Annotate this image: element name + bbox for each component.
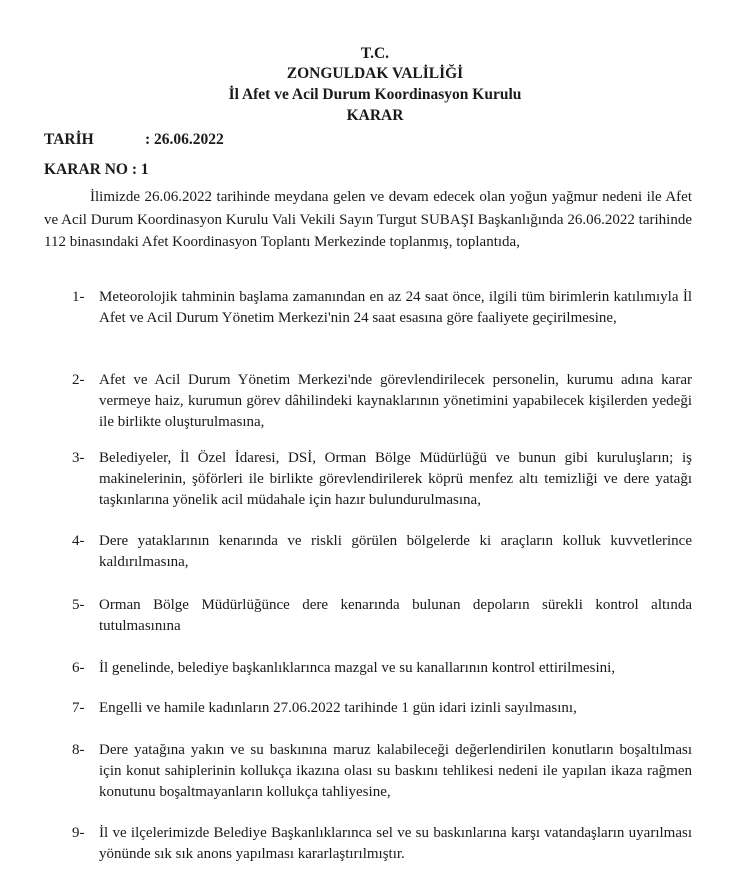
decision-item [72,698,692,719]
item-number: 5- [72,597,85,613]
decision-item [72,531,692,573]
decision-item [72,658,692,679]
item-text: İl genelinde, belediye başkanlıklarınca mazgal ve su kanallarının kontrol ettirilmesini, [99,660,616,676]
item-text: Orman Bölge Müdürlüğünce dere kenarında bulunan depoların sürekli kontrol altında tutulmasınına [99,597,692,634]
decision-item [72,370,692,433]
item-text: Meteorolojik tahminin başlama zamanından en az 24 saat önce, ilgili tüm birimlerin katılımıyla İl Afet ve Acil Durum Yönetim Merkezi'nin 24 saat esasına göre faaliyete geçirilmesine, [99,289,692,326]
item-number: 7- [72,700,85,716]
item-number: 3- [72,450,85,466]
header-country: T.C. [360,45,390,62]
item-number: 4- [72,533,85,549]
intro-text: İlimizde 26.06.2022 tarihinde meydana gelen ve devam edecek olan yoğun yağmur nedeni ile Afet ve Acil Durum Koordinasyon Kurulu Vali Vekili Sayın Turgut SUBAŞI Başkanlığında 26.06.2022 tarihinde 112 binasındaki Afet Koordinasyon Toplantı Merkezinde toplanmış, toplantıda, [44,189,692,250]
date-label: TARİH [44,131,94,148]
decision-item [72,823,692,865]
date-value: : 26.06.2022 [145,131,224,148]
item-number: 1- [72,289,85,305]
header-governorship: ZONGULDAK VALİLİĞİ [286,65,464,82]
decision-item [72,595,692,637]
item-number: 6- [72,660,85,676]
intro-paragraph [44,186,692,254]
decision-item [72,448,692,511]
item-text: İl ve ilçelerimizde Belediye Başkanlıklarınca sel ve su baskınlarına karşı vatandaşların uyarılması yönünde sık sık anons yapılması kararlaştırılmıştır. [99,825,692,862]
item-number: 2- [72,372,85,388]
header-decision: KARAR [346,107,404,124]
decision-item [72,740,692,803]
item-text: Belediyeler, İl Özel İdaresi, DSİ, Orman Bölge Müdürlüğü ve bunun gibi kuruluşların; iş makinelerinin, şöförleri ile birlikte görevlendirilerek köprü menfez altı temizliği ve dere yatağı taşkınlarına yönelik acil müdahale için hazır bulundurulmasına, [99,450,692,508]
item-number: 9- [72,825,85,841]
item-text: Dere yataklarının kenarında ve riskli görülen bölgelerde ki araçların kolluk kuvvetlerince kaldırılmasına, [99,533,692,570]
item-text: Dere yatağına yakın ve su baskınına maruz kalabileceği değerlendirilen konutların boşaltılması için konut sahiplerinin kollukça ikazına olası su baskını tehlikesi nedeni ile yapılan ikaza rağmen konutunu boşaltmayanların kollukça tahliyesine, [99,742,692,800]
decision-number: KARAR NO : 1 [44,161,149,178]
decision-item [72,287,692,329]
header-board: İl Afet ve Acil Durum Koordinasyon Kurulu [228,86,522,103]
item-text: Engelli ve hamile kadınların 27.06.2022 tarihinde 1 gün idari izinli sayılmasını, [99,700,577,716]
item-text: Afet ve Acil Durum Yönetim Merkezi'nde görevlendirilecek personelin, kurumu adına karar vermeye haiz, kurumun görev dâhilindeki kaynaklarının yönetimini yapabilecek kişilerden yedeği ile birlikte oluşturulmasına, [99,372,692,430]
item-number: 8- [72,742,85,758]
